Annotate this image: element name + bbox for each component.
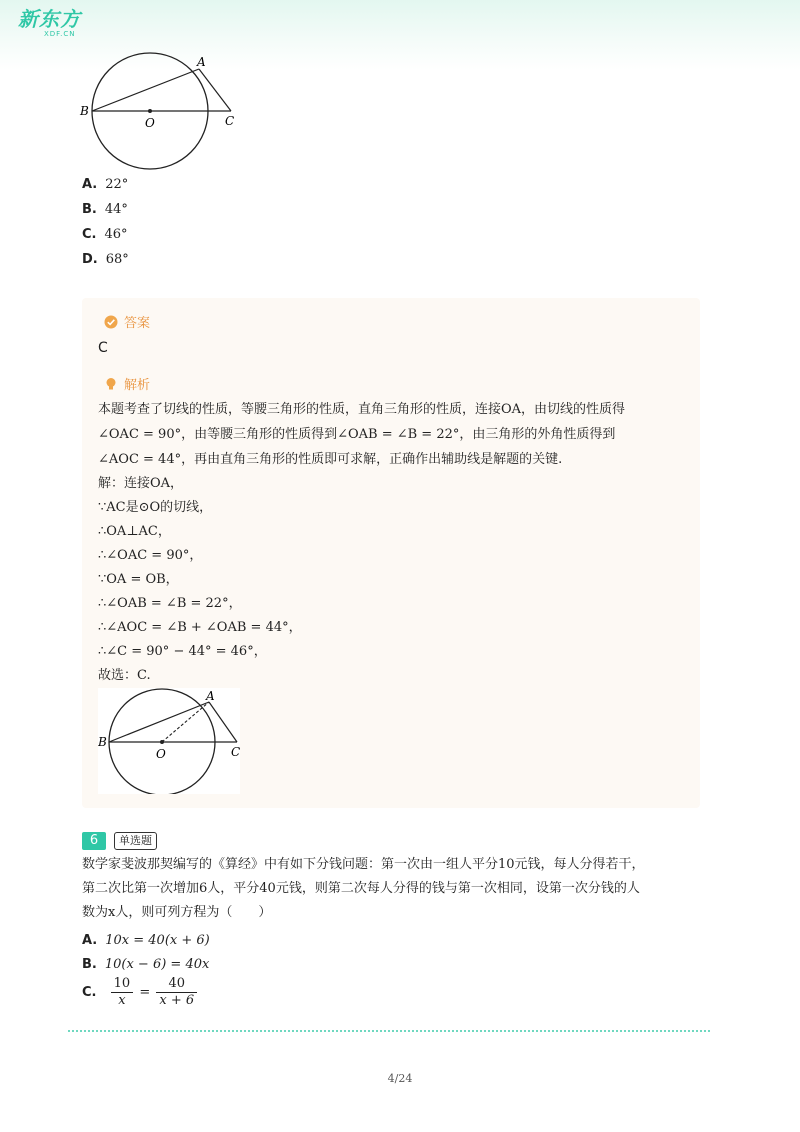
analysis-line-8: ∵OA = OB， [98, 572, 179, 587]
analysis-line-1: 本题考查了切线的性质，等腰三角形的性质，直角三角形的性质，连接OA，由切线的性质得 [98, 402, 626, 417]
logo-text: 新东方 [18, 7, 81, 31]
page-number: 4/24 [387, 1072, 413, 1085]
analysis-line-4: 解：连接OA， [98, 476, 184, 491]
label-A: A [197, 55, 206, 69]
answer-analysis-box [82, 298, 700, 808]
option-b[interactable]: B. 44° [82, 202, 128, 217]
label-C: C [225, 114, 235, 128]
fraction-left: $\frac{10}{x}$ [111, 976, 134, 1009]
label-B: B [98, 735, 107, 749]
lightbulb-icon [104, 377, 118, 391]
analysis-line-10: ∴∠AOC = ∠B + ∠OAB = 44°， [98, 620, 302, 635]
option-d[interactable]: D. 68° [82, 252, 129, 267]
analysis-line-6: ∴OA⊥AC， [98, 524, 171, 539]
option-a[interactable]: A. 22° [82, 177, 129, 192]
label-B: B [80, 104, 89, 118]
analysis-line-11: ∴∠C = 90° − 44° = 46°， [98, 644, 267, 659]
q6-option-b[interactable]: B. 10(x − 6) = 40x [82, 957, 210, 972]
option-c[interactable]: C. 46° [82, 227, 128, 242]
question-text-line-3: 数为x人，则可列方程为（ ） [82, 905, 272, 920]
dotted-divider [68, 1030, 710, 1032]
question-text-line-2: 第二次比第一次增加6人，平分40元钱，则第二次每人分得的钱与第一次相同，设第一次分钱的人 [82, 881, 640, 896]
q6-option-c[interactable]: C. $\frac{10}{x}$ = $\frac{40}{x + 6}$ [82, 976, 199, 1009]
analysis-line-7: ∴∠OAC = 90°， [98, 548, 203, 563]
analysis-line-3: ∠AOC = 44°，再由直角三角形的性质即可求解，正确作出辅助线是解题的关键. [98, 452, 563, 467]
label-A: A [206, 689, 215, 703]
label-O: O [145, 116, 155, 130]
analysis-line-9: ∴∠OAB = ∠B = 22°， [98, 596, 242, 611]
geometry-figure-1 [78, 52, 248, 176]
geometry-figure-2 [98, 688, 240, 794]
analysis-line-12: 故选：C. [98, 668, 151, 683]
answer-heading: 答案 [104, 312, 150, 331]
answer-value: C [98, 340, 108, 356]
xdf-logo [18, 8, 88, 48]
analysis-line-5: ∵AC是⊙O的切线， [98, 500, 213, 515]
analysis-heading: 解析 [104, 374, 150, 393]
label-O: O [156, 747, 166, 761]
q6-option-a[interactable]: A. 10x = 40(x + 6) [82, 933, 210, 948]
question-type-tag: 单选题 [114, 832, 157, 850]
question-number-badge: 6 [82, 832, 106, 850]
check-badge-icon [104, 315, 118, 329]
question-text-line-1: 数学家斐波那契编写的《算经》中有如下分钱问题：第一次由一组人平分10元钱，每人分得若干， [82, 857, 645, 872]
analysis-line-2: ∠OAC = 90°，由等腰三角形的性质得到∠OAB = ∠B = 22°，由三角形的外角性质得到 [98, 427, 616, 442]
fraction-right: $\frac{40}{x + 6}$ [156, 976, 197, 1009]
logo-subtext: XDF.CN [44, 30, 76, 38]
label-C: C [231, 745, 240, 759]
